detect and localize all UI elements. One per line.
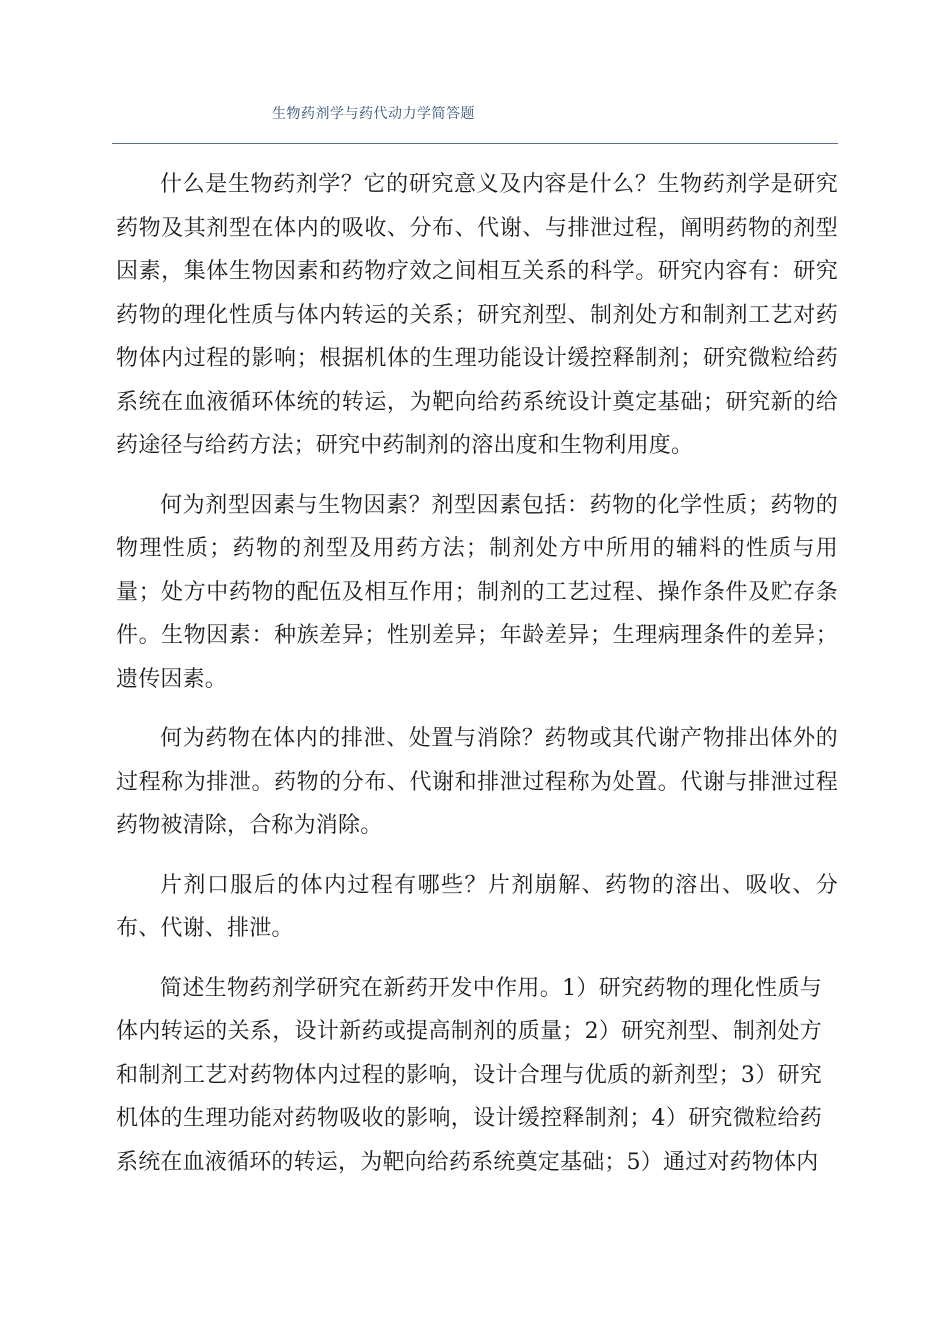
paragraph-drug-development: 简述生物药剂学研究在新药开发中作用。1）研究药物的理化性质与体内转运的关系，设计新药或提高制剂的质量；2）研究剂型、制剂处方和制剂工艺对药物体内过程的影响，设计合理与优质的新剂型；3）研究机体的生理功能对药物吸收的影响，设计缓控释制剂；4）研究微粒给药系统在血液循环的转运，为靶向给药系统奠定基础；5）通过对药物体内 <box>116 975 822 1175</box>
paragraph-definition: 什么是生物药剂学？它的研究意义及内容是什么？生物药剂学是研究药物及其剂型在体内的吸收、分布、代谢、与排泄过程，阐明药物的剂型因素，集体生物因素和药物疗效之间相互关系的科学。研究内容有：研究药物的理化性质与体内转运的关系；研究剂型、制剂处方和制剂工艺对药物体内过程的影响；根据机体的生理功能设计缓控释制剂；研究微粒给药系统在血液循环体统的转运，为靶向给药系统设计奠定基础；研究新的给药途径与给药方法；研究中药制剂的溶出度和生物利用度。 <box>116 172 838 458</box>
paragraph-dosage-biological-factors: 何为剂型因素与生物因素？剂型因素包括：药物的化学性质；药物的物理性质；药物的剂型及用药方法；制剂处方中所用的辅料的性质与用量；处方中药物的配伍及相互作用；制剂的工艺过程、操作条件及贮存条件。生物因素：种族差异；性别差异；年龄差异；生理病理条件的差异；遗传因素。 <box>116 492 838 692</box>
document-title: 生物药剂学与药代动力学简答题 <box>272 106 475 122</box>
paragraph-tablet-process: 片剂口服后的体内过程有哪些？片剂崩解、药物的溶出、吸收、分布、代谢、排泄。 <box>116 872 838 941</box>
document-body <box>116 163 838 1184</box>
paragraph-excretion-disposition: 何为药物在体内的排泄、处置与消除？药物或其代谢产物排出体外的过程称为排泄。药物的分布、代谢和排泄过程称为处置。代谢与排泄过程药物被清除，合称为消除。 <box>116 726 838 838</box>
page-header <box>112 0 838 144</box>
